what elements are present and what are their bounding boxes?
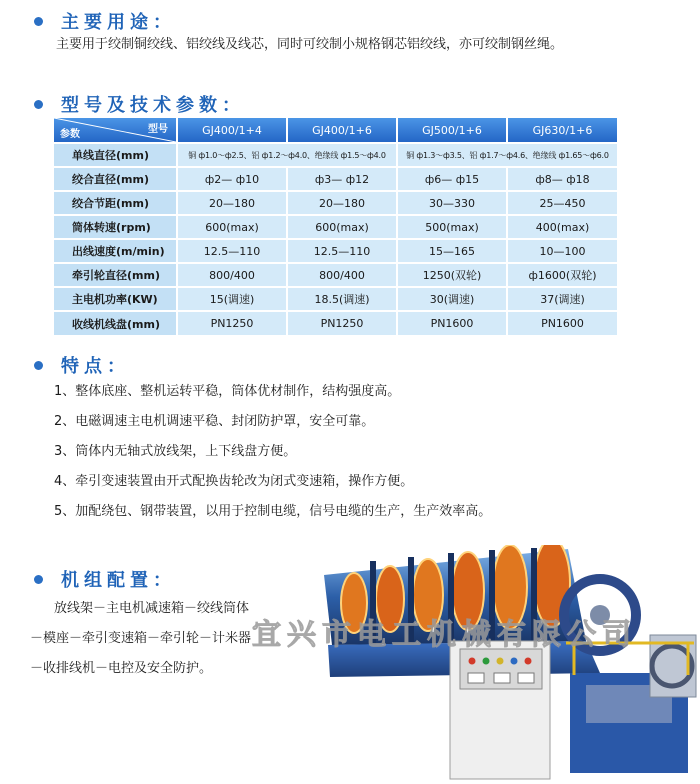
table-cell: 10—100 — [507, 239, 617, 263]
model-header: GJ400/1+4 — [177, 118, 287, 143]
table-row — [54, 263, 617, 287]
table-cell: PN1250 — [177, 311, 287, 335]
config-line: 放线架－主电机减速箱－绞线筒体 — [54, 601, 250, 616]
config-heading — [34, 566, 176, 592]
model-header: GJ500/1+6 — [397, 118, 507, 143]
param-label: 筒体转速(rpm) — [54, 215, 177, 239]
param-label: 主电机功率(KW) — [54, 287, 177, 311]
specs-heading — [34, 91, 245, 117]
table-row — [54, 215, 617, 239]
table-cell: 500(max) — [397, 215, 507, 239]
config-line: －收排线机－电控及安全防护。 — [30, 661, 213, 676]
param-label: 收线机线盘(mm) — [54, 311, 177, 335]
table-cell: 12.5—110 — [287, 239, 397, 263]
config-title: 机组配置： — [61, 570, 176, 591]
table-cell: 37(调速) — [507, 287, 617, 311]
feature-item: 2、电磁调速主电机调速平稳、封闭防护罩，安全可靠。 — [54, 414, 375, 429]
corner-param-label: 参数 — [60, 129, 80, 140]
table-cell: 12.5—110 — [177, 239, 287, 263]
table-cell: 800/400 — [287, 263, 397, 287]
table-cell: 铜 ф1.3～ф3.5、铝 ф1.7～ф4.6、绝缘线 ф1.65～ф6.0 — [397, 143, 617, 167]
company-watermark: 宜兴市电工机械有限公司 — [252, 617, 638, 651]
spec-header-row — [54, 118, 617, 143]
param-label: 出线速度(m/min) — [54, 239, 177, 263]
table-row — [54, 311, 617, 335]
table-cell: ф8— ф18 — [507, 167, 617, 191]
table-cell: ф1600(双轮) — [507, 263, 617, 287]
table-row — [54, 239, 617, 263]
usage-text: 主要用于绞制铜绞线、铝绞线及线芯，同时可绞制小规格钢芯铝绞线，亦可绞制钢丝绳。 — [56, 37, 564, 52]
table-cell: 30(调速) — [397, 287, 507, 311]
table-cell: 600(max) — [287, 215, 397, 239]
bullet-icon — [34, 100, 43, 109]
table-cell: 15(调速) — [177, 287, 287, 311]
specs-title: 型号及技术参数： — [61, 95, 245, 116]
model-header: GJ400/1+6 — [287, 118, 397, 143]
table-cell: PN1250 — [287, 311, 397, 335]
features-heading — [34, 352, 130, 378]
table-row — [54, 167, 617, 191]
table-cell: 600(max) — [177, 215, 287, 239]
table-cell: ф3— ф12 — [287, 167, 397, 191]
table-row — [54, 191, 617, 215]
spec-table — [54, 118, 617, 335]
table-cell: 20—180 — [287, 191, 397, 215]
table-row — [54, 143, 617, 167]
corner-model-label: 型号 — [148, 124, 168, 135]
table-cell: 800/400 — [177, 263, 287, 287]
param-label: 绞合节距(mm) — [54, 191, 177, 215]
feature-item: 3、筒体内无轴式放线架，上下线盘方便。 — [54, 444, 297, 459]
table-cell: 18.5(调速) — [287, 287, 397, 311]
table-cell: 1250(双轮) — [397, 263, 507, 287]
config-line: －模座－牵引变速箱－牵引轮－计米器 — [30, 631, 252, 646]
features-title: 特点： — [61, 356, 130, 377]
bullet-icon — [34, 17, 43, 26]
feature-item: 5、加配绕包、钢带装置，以用于控制电缆，信号电缆的生产，生产效率高。 — [54, 504, 492, 519]
param-label: 绞合直径(mm) — [54, 167, 177, 191]
bullet-icon — [34, 361, 43, 370]
feature-item: 1、整体底座、整机运转平稳，筒体优材制作，结构强度高。 — [54, 384, 401, 399]
param-label: 单线直径(mm) — [54, 143, 177, 167]
table-cell: 15—165 — [397, 239, 507, 263]
machine-illustration — [318, 545, 700, 784]
table-cell: ф2— ф10 — [177, 167, 287, 191]
param-label: 牵引轮直径(mm) — [54, 263, 177, 287]
table-corner-cell — [54, 118, 177, 143]
feature-item: 4、牵引变速装置由开式配换齿轮改为闭式变速箱，操作方便。 — [54, 474, 414, 489]
table-cell: PN1600 — [507, 311, 617, 335]
table-cell: 铜 ф1.0～ф2.5、铝 ф1.2～ф4.0、绝缘线 ф1.5～ф4.0 — [177, 143, 397, 167]
table-cell: 20—180 — [177, 191, 287, 215]
table-cell: PN1600 — [397, 311, 507, 335]
table-cell: 400(max) — [507, 215, 617, 239]
table-cell: 25—450 — [507, 191, 617, 215]
table-cell: 30—330 — [397, 191, 507, 215]
table-cell: ф6— ф15 — [397, 167, 507, 191]
model-header: GJ630/1+6 — [507, 118, 617, 143]
usage-title: 主要用途： — [61, 12, 176, 33]
usage-heading — [34, 8, 176, 34]
bullet-icon — [34, 575, 43, 584]
table-row — [54, 287, 617, 311]
